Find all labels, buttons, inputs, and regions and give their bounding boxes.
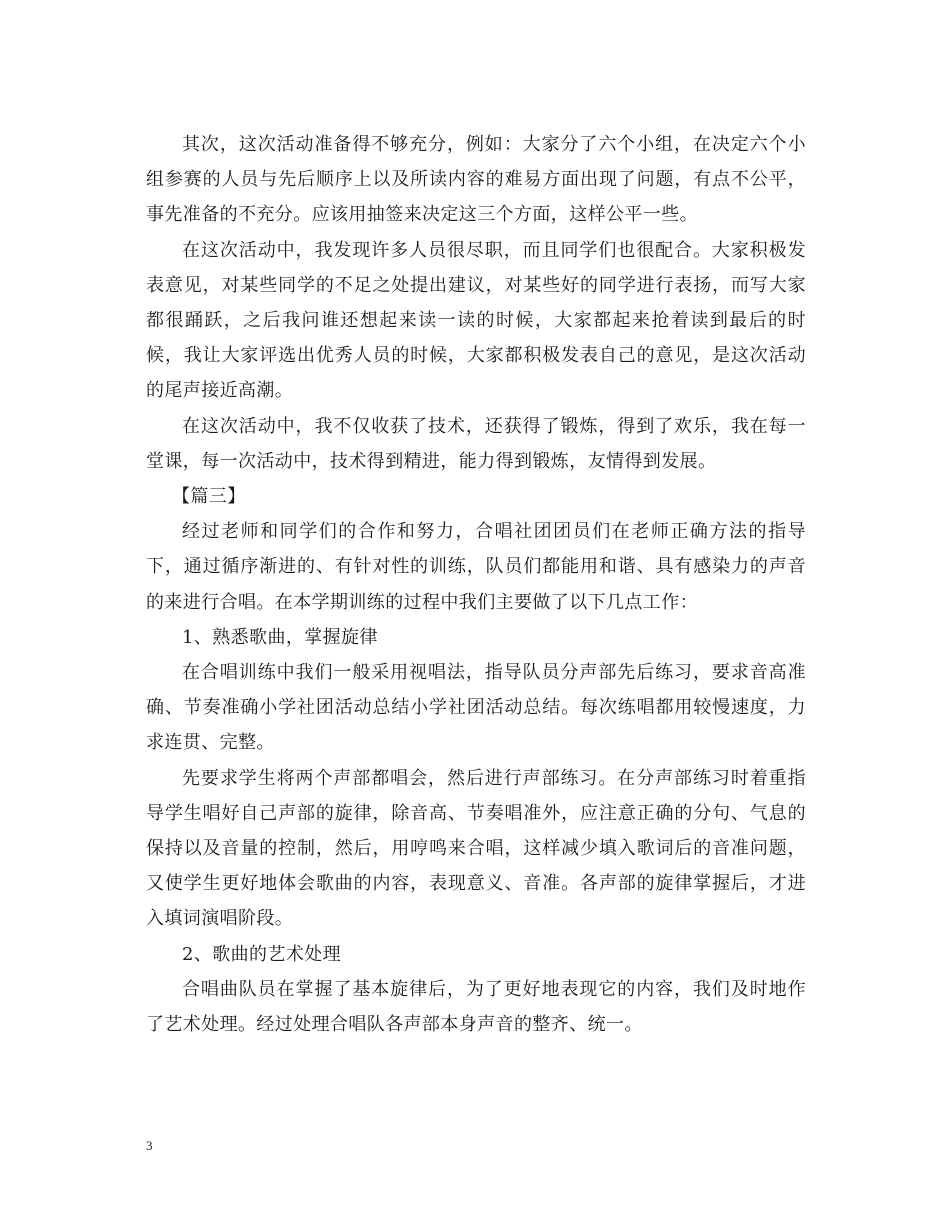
paragraph-4: 经过老师和同学们的合作和努力，合唱社团团员们在老师正确方法的指导下，通过循序渐进的、有针对性的训练，队员们都能用和谐、具有感染力的声音的来进行合唱。在本学期训练的过程中我们主要做了以下几点工作： (146, 521, 806, 613)
paragraph-3: 在这次活动中，我不仅收获了技术，还获得了锻炼，得到了欢乐，我在每一堂课，每一次活动中，技术得到精进，能力得到锻炼，友情得到发展。 (146, 415, 806, 472)
page-number: 3 (146, 1138, 153, 1153)
document-body (146, 127, 806, 1042)
paragraph-6: 先要求学生将两个声部都唱会，然后进行声部练习。在分声部练习时着重指导学生唱好自己声部的旋律，除音高、节奏唱准外，应注意正确的分句、气息的保持以及音量的控制，然后，用哼鸣来合唱，这样减少填入歌词后的音准问题，又使学生更好地体会歌曲的内容，表现意义、音准。各声部的旋律掌握后，才进入填词演唱阶段。 (146, 767, 806, 930)
section-heading: 【篇三】 (172, 486, 246, 508)
subheading-1: 1、熟悉歌曲，掌握旋律 (182, 626, 378, 648)
paragraph-1: 其次，这次活动准备得不够充分，例如：大家分了六个小组，在决定六个小组参赛的人员与先后顺序上以及所读内容的难易方面出现了问题，有点不公平，事先准备的不充分。应该用抽签来决定这三个方面，这样公平一些。 (146, 134, 806, 226)
paragraph-7: 合唱曲队员在掌握了基本旋律后，为了更好地表现它的内容，我们及时地作了艺术处理。经过处理合唱队各声部本身声音的整齐、统一。 (146, 978, 806, 1036)
subheading-2: 2、歌曲的艺术处理 (182, 943, 342, 965)
paragraph-2: 在这次活动中，我发现许多人员很尽职，而且同学们也很配合。大家积极发表意见，对某些同学的不足之处提出建议，对某些好的同学进行表扬，而写大家都很踊跃，之后我问谁还想起来读一读的时候，大家都起来抢着读到最后的时候，我让大家评选出优秀人员的时候，大家都积极发表自己的意见，是这次活动的尾声接近高潮。 (146, 239, 806, 402)
paragraph-5: 在合唱训练中我们一般采用视唱法，指导队员分声部先后练习，要求音高准确、节奏准确小学社团活动总结小学社团活动总结。每次练唱都用较慢速度，力求连贯、完整。 (146, 662, 806, 754)
